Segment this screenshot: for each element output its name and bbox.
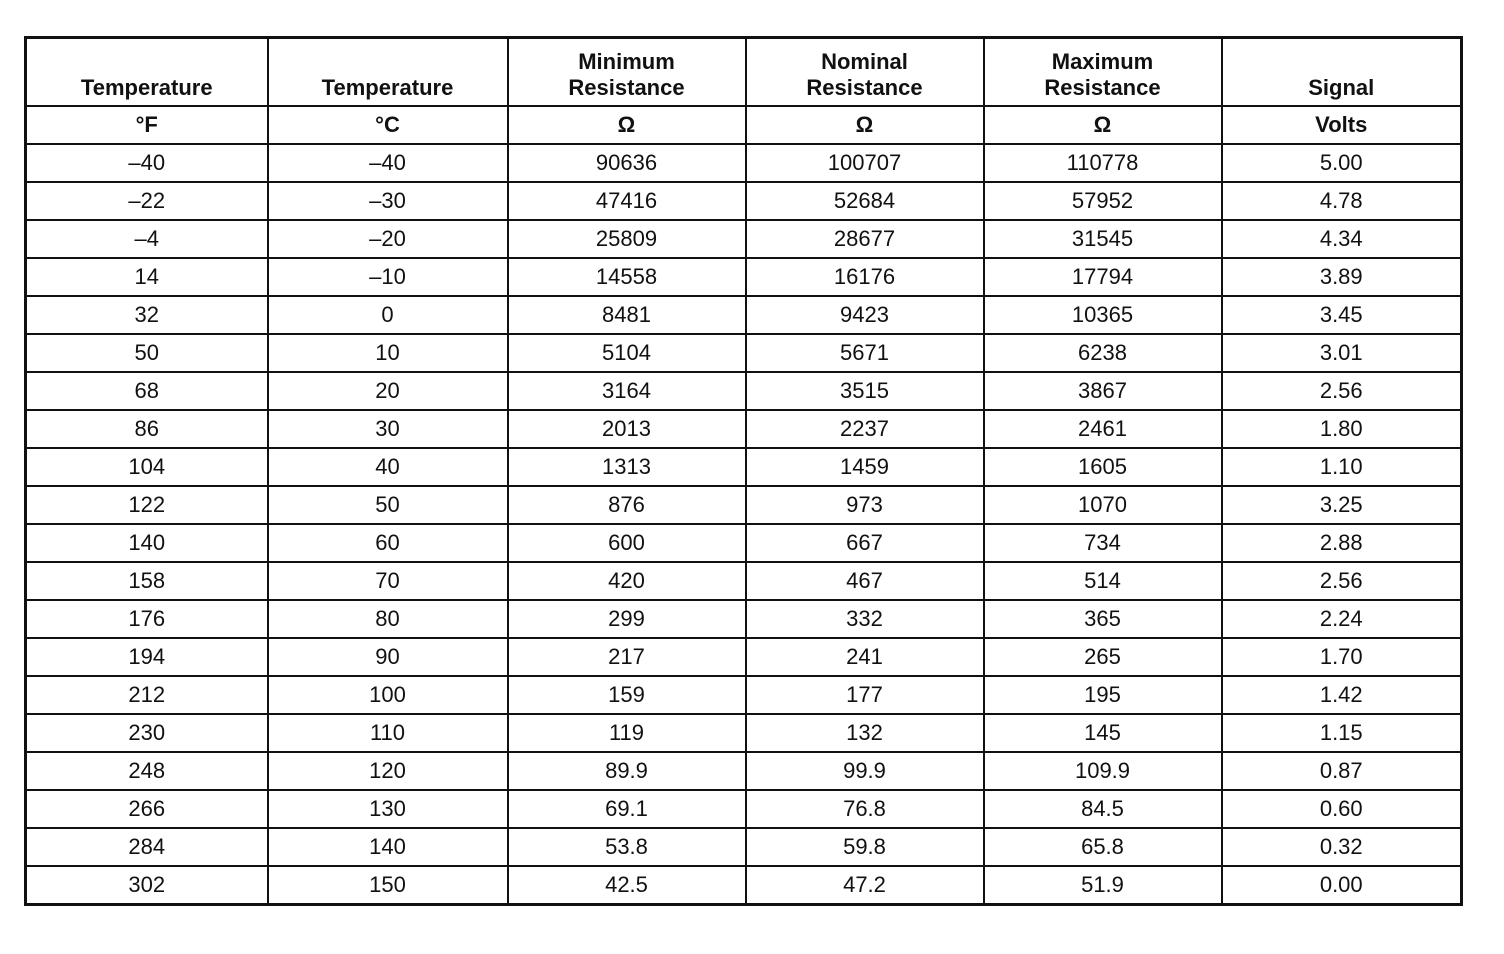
temp-f-cell: 194 (26, 638, 268, 676)
table-row (26, 334, 1462, 372)
temp-c-cell: 120 (268, 752, 508, 790)
temp-f-cell: 266 (26, 790, 268, 828)
temp-f-cell: –4 (26, 220, 268, 258)
max-resistance-cell: 65.8 (984, 828, 1222, 866)
table-row (26, 524, 1462, 562)
table-row (26, 790, 1462, 828)
temp-f-cell: 140 (26, 524, 268, 562)
temp-f-cell: 50 (26, 334, 268, 372)
nominal-resistance-cell: 132 (746, 714, 984, 752)
temp-c-cell: 30 (268, 410, 508, 448)
min-resistance-cell: 119 (508, 714, 746, 752)
signal-volts-cell: 0.32 (1222, 828, 1462, 866)
temp-c-cell: 40 (268, 448, 508, 486)
table-row (26, 562, 1462, 600)
signal-volts-cell: 1.80 (1222, 410, 1462, 448)
unit-ohm-max: Ω (984, 106, 1222, 144)
max-resistance-cell: 109.9 (984, 752, 1222, 790)
temp-c-cell: 0 (268, 296, 508, 334)
signal-volts-cell: 2.56 (1222, 372, 1462, 410)
temp-c-cell: –40 (268, 144, 508, 182)
table-row (26, 258, 1462, 296)
min-resistance-cell: 159 (508, 676, 746, 714)
max-resistance-cell: 145 (984, 714, 1222, 752)
nominal-resistance-cell: 467 (746, 562, 984, 600)
unit-celsius: °C (268, 106, 508, 144)
table-row (26, 866, 1462, 905)
signal-volts-cell: 0.60 (1222, 790, 1462, 828)
signal-volts-cell: 1.42 (1222, 676, 1462, 714)
nominal-resistance-cell: 973 (746, 486, 984, 524)
signal-volts-cell: 2.24 (1222, 600, 1462, 638)
temp-f-cell: 212 (26, 676, 268, 714)
nominal-resistance-cell: 76.8 (746, 790, 984, 828)
header-row (26, 38, 1462, 107)
max-resistance-cell: 734 (984, 524, 1222, 562)
temp-c-cell: 110 (268, 714, 508, 752)
max-resistance-cell: 6238 (984, 334, 1222, 372)
signal-volts-cell: 2.56 (1222, 562, 1462, 600)
table-row (26, 486, 1462, 524)
sensor-resistance-table (24, 36, 1463, 906)
nominal-resistance-cell: 16176 (746, 258, 984, 296)
temp-f-cell: –22 (26, 182, 268, 220)
temp-f-cell: 32 (26, 296, 268, 334)
temp-c-cell: 20 (268, 372, 508, 410)
nominal-resistance-cell: 177 (746, 676, 984, 714)
temp-c-cell: 80 (268, 600, 508, 638)
temp-c-cell: 140 (268, 828, 508, 866)
units-row (26, 106, 1462, 144)
temp-f-cell: 122 (26, 486, 268, 524)
min-resistance-cell: 600 (508, 524, 746, 562)
temp-f-cell: 14 (26, 258, 268, 296)
max-resistance-cell: 110778 (984, 144, 1222, 182)
nominal-resistance-cell: 3515 (746, 372, 984, 410)
unit-fahrenheit: °F (26, 106, 268, 144)
min-resistance-cell: 5104 (508, 334, 746, 372)
table-row (26, 448, 1462, 486)
signal-volts-cell: 3.25 (1222, 486, 1462, 524)
nominal-resistance-cell: 2237 (746, 410, 984, 448)
table-row (26, 296, 1462, 334)
temp-c-cell: 70 (268, 562, 508, 600)
temp-f-cell: 104 (26, 448, 268, 486)
max-resistance-cell: 195 (984, 676, 1222, 714)
max-resistance-cell: 51.9 (984, 866, 1222, 905)
header-temperature-c: Temperature (268, 38, 508, 107)
temp-f-cell: 230 (26, 714, 268, 752)
nominal-resistance-cell: 667 (746, 524, 984, 562)
signal-volts-cell: 4.34 (1222, 220, 1462, 258)
table-row (26, 372, 1462, 410)
max-resistance-cell: 2461 (984, 410, 1222, 448)
max-resistance-cell: 1070 (984, 486, 1222, 524)
temp-c-cell: 90 (268, 638, 508, 676)
min-resistance-cell: 217 (508, 638, 746, 676)
header-maximum-resistance: Maximum Resistance (984, 38, 1222, 107)
max-resistance-cell: 84.5 (984, 790, 1222, 828)
min-resistance-cell: 8481 (508, 296, 746, 334)
min-resistance-cell: 42.5 (508, 866, 746, 905)
min-resistance-cell: 25809 (508, 220, 746, 258)
nominal-resistance-cell: 99.9 (746, 752, 984, 790)
table-row (26, 410, 1462, 448)
table-row (26, 144, 1462, 182)
unit-volts: Volts (1222, 106, 1462, 144)
nominal-resistance-cell: 28677 (746, 220, 984, 258)
temp-c-cell: –10 (268, 258, 508, 296)
temp-c-cell: –20 (268, 220, 508, 258)
temp-c-cell: 50 (268, 486, 508, 524)
max-resistance-cell: 365 (984, 600, 1222, 638)
min-resistance-cell: 89.9 (508, 752, 746, 790)
signal-volts-cell: 1.15 (1222, 714, 1462, 752)
temp-f-cell: 158 (26, 562, 268, 600)
table-body (26, 144, 1462, 905)
temp-c-cell: 130 (268, 790, 508, 828)
nominal-resistance-cell: 47.2 (746, 866, 984, 905)
signal-volts-cell: 3.89 (1222, 258, 1462, 296)
signal-volts-cell: 0.00 (1222, 866, 1462, 905)
temp-f-cell: 284 (26, 828, 268, 866)
signal-volts-cell: 1.10 (1222, 448, 1462, 486)
max-resistance-cell: 57952 (984, 182, 1222, 220)
nominal-resistance-cell: 5671 (746, 334, 984, 372)
nominal-resistance-cell: 332 (746, 600, 984, 638)
signal-volts-cell: 0.87 (1222, 752, 1462, 790)
sensor-resistance-table-container (24, 36, 1460, 906)
signal-volts-cell: 1.70 (1222, 638, 1462, 676)
max-resistance-cell: 3867 (984, 372, 1222, 410)
signal-volts-cell: 4.78 (1222, 182, 1462, 220)
nominal-resistance-cell: 52684 (746, 182, 984, 220)
max-resistance-cell: 31545 (984, 220, 1222, 258)
temp-c-cell: 60 (268, 524, 508, 562)
table-row (26, 638, 1462, 676)
table-row (26, 714, 1462, 752)
unit-ohm-nominal: Ω (746, 106, 984, 144)
min-resistance-cell: 53.8 (508, 828, 746, 866)
table-row (26, 752, 1462, 790)
temp-f-cell: –40 (26, 144, 268, 182)
min-resistance-cell: 47416 (508, 182, 746, 220)
temp-f-cell: 86 (26, 410, 268, 448)
unit-ohm-min: Ω (508, 106, 746, 144)
max-resistance-cell: 1605 (984, 448, 1222, 486)
table-row (26, 676, 1462, 714)
nominal-resistance-cell: 59.8 (746, 828, 984, 866)
nominal-resistance-cell: 100707 (746, 144, 984, 182)
table-row (26, 182, 1462, 220)
table-row (26, 828, 1462, 866)
min-resistance-cell: 299 (508, 600, 746, 638)
table-row (26, 220, 1462, 258)
min-resistance-cell: 2013 (508, 410, 746, 448)
temp-f-cell: 248 (26, 752, 268, 790)
nominal-resistance-cell: 241 (746, 638, 984, 676)
header-minimum-resistance: Minimum Resistance (508, 38, 746, 107)
signal-volts-cell: 5.00 (1222, 144, 1462, 182)
temp-f-cell: 68 (26, 372, 268, 410)
min-resistance-cell: 90636 (508, 144, 746, 182)
temp-f-cell: 176 (26, 600, 268, 638)
signal-volts-cell: 2.88 (1222, 524, 1462, 562)
min-resistance-cell: 69.1 (508, 790, 746, 828)
max-resistance-cell: 514 (984, 562, 1222, 600)
min-resistance-cell: 420 (508, 562, 746, 600)
header-nominal-resistance: Nominal Resistance (746, 38, 984, 107)
nominal-resistance-cell: 9423 (746, 296, 984, 334)
temp-f-cell: 302 (26, 866, 268, 905)
min-resistance-cell: 1313 (508, 448, 746, 486)
signal-volts-cell: 3.45 (1222, 296, 1462, 334)
temp-c-cell: –30 (268, 182, 508, 220)
max-resistance-cell: 10365 (984, 296, 1222, 334)
header-temperature-f: Temperature (26, 38, 268, 107)
min-resistance-cell: 876 (508, 486, 746, 524)
nominal-resistance-cell: 1459 (746, 448, 984, 486)
min-resistance-cell: 14558 (508, 258, 746, 296)
min-resistance-cell: 3164 (508, 372, 746, 410)
temp-c-cell: 100 (268, 676, 508, 714)
max-resistance-cell: 265 (984, 638, 1222, 676)
temp-c-cell: 150 (268, 866, 508, 905)
header-signal: Signal (1222, 38, 1462, 107)
table-row (26, 600, 1462, 638)
signal-volts-cell: 3.01 (1222, 334, 1462, 372)
max-resistance-cell: 17794 (984, 258, 1222, 296)
temp-c-cell: 10 (268, 334, 508, 372)
